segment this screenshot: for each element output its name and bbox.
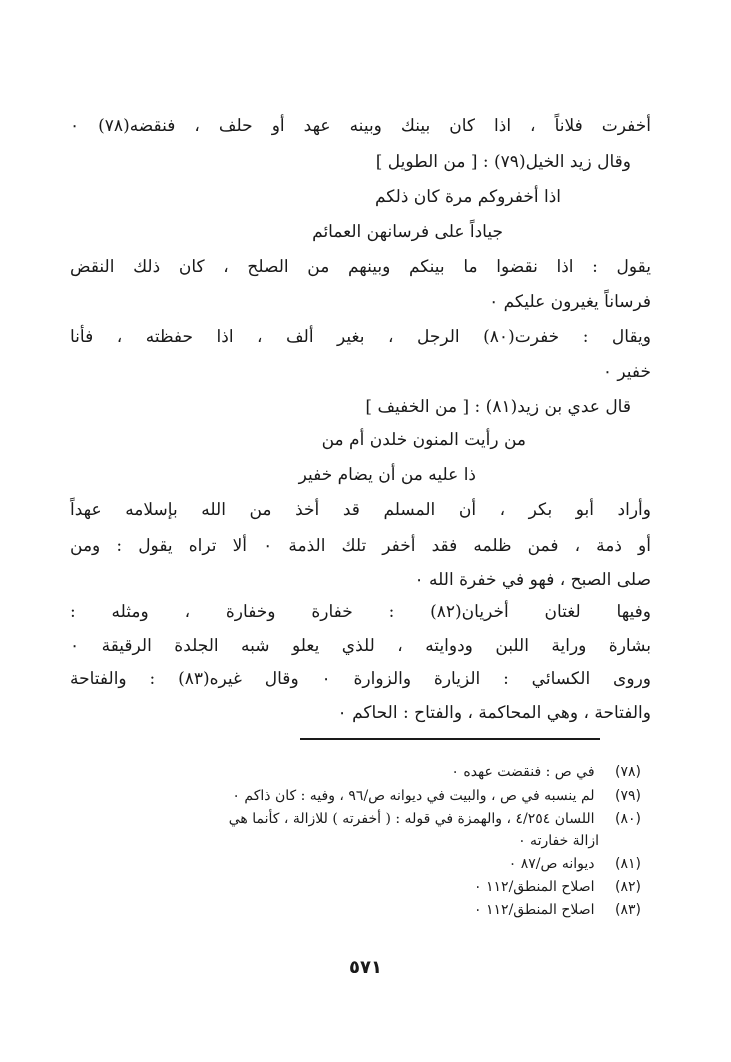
footnote-text: ديوانه ص/٨٧ ٠ [508, 856, 595, 872]
verse-line-4: ذا عليه من أن يضام خفير [298, 465, 476, 485]
footnote-text: اصلاح المنطق/١١٢ ٠ [474, 902, 595, 918]
body-line-8: وأراد أبو بكر ، أن المسلم قد أخذ من الله بإسلامه عهداً [70, 500, 651, 520]
verse-line-2: جياداً على فرسانهن العمائم [312, 222, 503, 242]
body-line-14: والفتاحة ، وهي المحاكمة ، والفتاح : الحاكم ٠ [337, 703, 651, 723]
body-line-7: قال عدي بن زيد(٨١) : [ من الخفيف ] [365, 397, 631, 417]
footnote-80 [80, 808, 641, 830]
body-line-13: وروى الكسائي : الزيارة والزوارة ٠ وقال غيره(٨٣) : والفتاحة [70, 669, 651, 689]
footnote-number: (٧٨) [615, 764, 641, 780]
body-line-1: أخفرت فلاناً ، اذا كان بينك وبينه عهد أو حلف ، فنقضه(٧٨) ٠ [70, 116, 651, 136]
footnote-number: (٨٢) [615, 879, 641, 895]
body-line-4: فرساناً يغيرون عليكم ٠ [489, 292, 651, 312]
footnote-text: اصلاح المنطق/١١٢ ٠ [474, 879, 595, 895]
body-line-5: ويقال : خفرت(٨٠) الرجل ، بغير ألف ، اذا حفظته ، فأنا [70, 327, 651, 347]
verse-line-3: من رأيت المنون خلدن أم من [321, 430, 526, 450]
footnote-number: (٧٩) [615, 788, 641, 804]
footnote-82 [80, 876, 641, 898]
body-line-6: خفير ٠ [602, 362, 651, 382]
page-number: ٥٧١ [349, 957, 382, 978]
body-line-10: صلى الصبح ، فهو في خفرة الله ٠ [414, 570, 651, 590]
body-line-2: وقال زيد الخيل(٧٩) : [ من الطويل ] [375, 152, 631, 172]
footnote-divider [300, 738, 600, 740]
body-line-12: بشارة وراية اللبن ودوايته ، للذي يعلو شبه الجلدة الرقيقة ٠ [70, 636, 651, 656]
body-line-9: أو ذمة ، فمن ظلمه فقد أخفر تلك الذمة ٠ ألا تراه يقول : ومن [70, 536, 651, 556]
footnote-text: ازالة خفارته ٠ [518, 833, 599, 849]
footnote-83 [80, 899, 641, 921]
footnote-80-continuation [80, 830, 599, 852]
footnote-text: لم ينسبه في ص ، والبيت في ديوانه ص/٩٦ ، وفيه : كان ذاكم ٠ [232, 788, 595, 804]
footnote-text: في ص : فنقضت عهده ٠ [451, 764, 595, 780]
footnote-number: (٨٠) [615, 811, 641, 827]
body-line-11: وفيها لغتان أخريان(٨٢) : خفارة وخفارة ، ومثله : [70, 602, 652, 622]
footnote-78 [80, 761, 641, 783]
body-line-3: يقول : اذا نقضوا ما بينكم وبينهم من الصلح ، كان ذلك النقض [70, 257, 651, 277]
footnote-text: اللسان ٤/٢٥٤ ، والهمزة في قوله : ( أخفرته ) للازالة ، كأنما هي [228, 811, 595, 827]
verse-line-1: اذا أخفروكم مرة كان ذلكم [374, 187, 561, 207]
footnote-81 [80, 853, 641, 875]
footnote-79 [80, 785, 641, 807]
footnote-number: (٨٣) [615, 902, 641, 918]
footnote-number: (٨١) [615, 856, 641, 872]
